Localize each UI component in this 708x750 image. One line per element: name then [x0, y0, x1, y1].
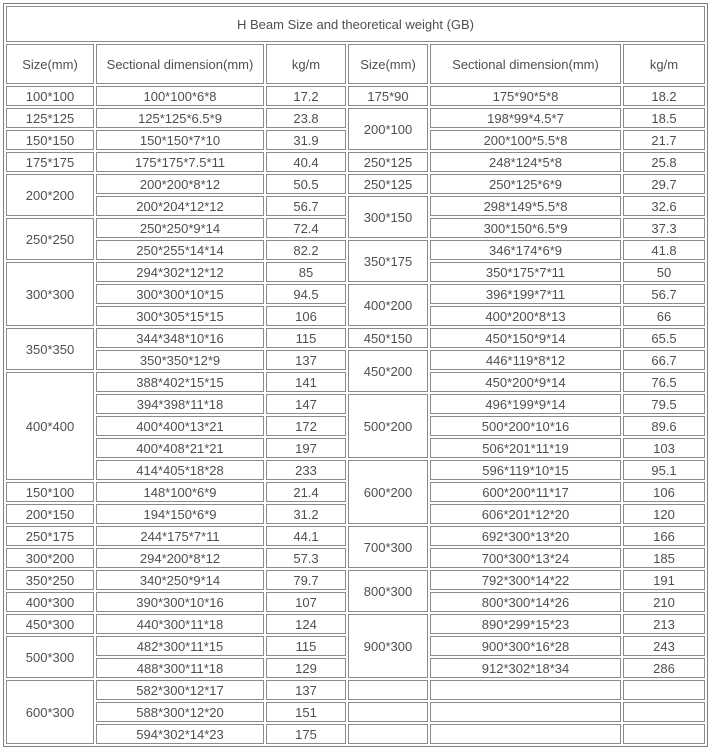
right-size-cell: 800*300: [348, 570, 428, 612]
table-row: [6, 196, 705, 216]
right-dimension-cell: 300*150*6.5*9: [430, 218, 621, 238]
left-weight-cell: 57.3: [266, 548, 346, 568]
left-dimension-cell: 440*300*11*18: [96, 614, 264, 634]
right-dimension-cell: 606*201*12*20: [430, 504, 621, 524]
left-weight-cell: 82.2: [266, 240, 346, 260]
left-size-cell: 400*400: [6, 372, 94, 480]
left-dimension-cell: 414*405*18*28: [96, 460, 264, 480]
right-dimension-cell: 200*100*5.5*8: [430, 130, 621, 150]
right-weight-cell: 21.7: [623, 130, 705, 150]
table-row: [6, 350, 705, 370]
left-weight-cell: 106: [266, 306, 346, 326]
left-weight-cell: 94.5: [266, 284, 346, 304]
right-dimension-cell: 250*125*6*9: [430, 174, 621, 194]
right-weight-cell: 65.5: [623, 328, 705, 348]
left-size-cell: 300*300: [6, 262, 94, 326]
table-row: [6, 526, 705, 546]
left-dimension-cell: 244*175*7*11: [96, 526, 264, 546]
right-weight-cell: 185: [623, 548, 705, 568]
table-row: [6, 614, 705, 634]
right-weight-cell: 25.8: [623, 152, 705, 172]
left-weight-cell: 40.4: [266, 152, 346, 172]
right-weight-cell: 286: [623, 658, 705, 678]
left-weight-cell: 79.7: [266, 570, 346, 590]
left-weight-cell: 172: [266, 416, 346, 436]
left-weight-cell: 233: [266, 460, 346, 480]
right-size-cell: 175*90: [348, 86, 428, 106]
right-dimension-cell: 500*200*10*16: [430, 416, 621, 436]
left-size-cell: 175*175: [6, 152, 94, 172]
left-dimension-cell: 200*200*8*12: [96, 174, 264, 194]
left-dimension-cell: 194*150*6*9: [96, 504, 264, 524]
right-weight-cell: 18.2: [623, 86, 705, 106]
beam-weight-table: [3, 3, 708, 747]
table-row: [6, 174, 705, 194]
right-size-cell: [348, 702, 428, 722]
column-header-kg-right: kg/m: [623, 44, 705, 84]
right-weight-cell: 103: [623, 438, 705, 458]
table-row: [6, 724, 705, 744]
left-weight-cell: 175: [266, 724, 346, 744]
left-weight-cell: 124: [266, 614, 346, 634]
left-weight-cell: 137: [266, 680, 346, 700]
table-row: [6, 460, 705, 480]
right-size-cell: 350*175: [348, 240, 428, 282]
beam-table-body: [6, 86, 705, 744]
column-header-dim-right: Sectional dimension(mm): [430, 44, 621, 84]
right-weight-cell: 41.8: [623, 240, 705, 260]
right-weight-cell: 66: [623, 306, 705, 326]
right-weight-cell: 213: [623, 614, 705, 634]
right-weight-cell: 29.7: [623, 174, 705, 194]
right-dimension-cell: 800*300*14*26: [430, 592, 621, 612]
column-header-dim-left: Sectional dimension(mm): [96, 44, 264, 84]
left-dimension-cell: 350*350*12*9: [96, 350, 264, 370]
left-weight-cell: 50.5: [266, 174, 346, 194]
right-dimension-cell: [430, 702, 621, 722]
left-dimension-cell: 390*300*10*16: [96, 592, 264, 612]
right-weight-cell: 37.3: [623, 218, 705, 238]
left-weight-cell: 31.2: [266, 504, 346, 524]
right-weight-cell: 56.7: [623, 284, 705, 304]
table-row: [6, 152, 705, 172]
left-size-cell: 125*125: [6, 108, 94, 128]
left-weight-cell: 44.1: [266, 526, 346, 546]
right-dimension-cell: 900*300*16*28: [430, 636, 621, 656]
right-dimension-cell: [430, 724, 621, 744]
left-weight-cell: 147: [266, 394, 346, 414]
right-dimension-cell: 346*174*6*9: [430, 240, 621, 260]
left-dimension-cell: 294*200*8*12: [96, 548, 264, 568]
right-weight-cell: [623, 702, 705, 722]
left-size-cell: 350*350: [6, 328, 94, 370]
right-weight-cell: 95.1: [623, 460, 705, 480]
right-dimension-cell: 596*119*10*15: [430, 460, 621, 480]
right-weight-cell: 76.5: [623, 372, 705, 392]
left-size-cell: 400*300: [6, 592, 94, 612]
right-size-cell: 450*150: [348, 328, 428, 348]
table-row: [6, 86, 705, 106]
left-dimension-cell: 175*175*7.5*11: [96, 152, 264, 172]
left-dimension-cell: 250*250*9*14: [96, 218, 264, 238]
right-weight-cell: 120: [623, 504, 705, 524]
left-dimension-cell: 400*400*13*21: [96, 416, 264, 436]
right-size-cell: 500*200: [348, 394, 428, 458]
left-weight-cell: 23.8: [266, 108, 346, 128]
right-weight-cell: [623, 680, 705, 700]
right-weight-cell: 66.7: [623, 350, 705, 370]
left-weight-cell: 129: [266, 658, 346, 678]
right-dimension-cell: 198*99*4.5*7: [430, 108, 621, 128]
header-row: [6, 44, 705, 84]
right-dimension-cell: 450*200*9*14: [430, 372, 621, 392]
left-weight-cell: 72.4: [266, 218, 346, 238]
right-weight-cell: 210: [623, 592, 705, 612]
right-dimension-cell: 506*201*11*19: [430, 438, 621, 458]
right-size-cell: [348, 680, 428, 700]
left-dimension-cell: 388*402*15*15: [96, 372, 264, 392]
left-dimension-cell: 394*398*11*18: [96, 394, 264, 414]
right-dimension-cell: 175*90*5*8: [430, 86, 621, 106]
right-dimension-cell: 600*200*11*17: [430, 482, 621, 502]
left-size-cell: 300*200: [6, 548, 94, 568]
column-header-size-right: Size(mm): [348, 44, 428, 84]
left-dimension-cell: 588*300*12*20: [96, 702, 264, 722]
table-row: [6, 702, 705, 722]
left-dimension-cell: 100*100*6*8: [96, 86, 264, 106]
table-row: [6, 328, 705, 348]
left-weight-cell: 141: [266, 372, 346, 392]
page-title: H Beam Size and theoretical weight (GB): [6, 6, 705, 42]
right-weight-cell: 243: [623, 636, 705, 656]
right-dimension-cell: 298*149*5.5*8: [430, 196, 621, 216]
right-size-cell: 900*300: [348, 614, 428, 678]
right-dimension-cell: 700*300*13*24: [430, 548, 621, 568]
left-size-cell: 250*175: [6, 526, 94, 546]
left-dimension-cell: 125*125*6.5*9: [96, 108, 264, 128]
left-size-cell: 500*300: [6, 636, 94, 678]
left-dimension-cell: 488*300*11*18: [96, 658, 264, 678]
left-weight-cell: 56.7: [266, 196, 346, 216]
left-dimension-cell: 300*305*15*15: [96, 306, 264, 326]
right-weight-cell: 106: [623, 482, 705, 502]
title-row: [6, 6, 705, 42]
left-weight-cell: 151: [266, 702, 346, 722]
right-dimension-cell: [430, 680, 621, 700]
left-size-cell: 150*100: [6, 482, 94, 502]
left-dimension-cell: 150*150*7*10: [96, 130, 264, 150]
left-dimension-cell: 200*204*12*12: [96, 196, 264, 216]
right-dimension-cell: 248*124*5*8: [430, 152, 621, 172]
right-weight-cell: 18.5: [623, 108, 705, 128]
left-size-cell: 200*150: [6, 504, 94, 524]
column-header-size-left: Size(mm): [6, 44, 94, 84]
left-dimension-cell: 340*250*9*14: [96, 570, 264, 590]
right-weight-cell: 50: [623, 262, 705, 282]
right-dimension-cell: 446*119*8*12: [430, 350, 621, 370]
right-size-cell: 250*125: [348, 152, 428, 172]
column-header-kg-left: kg/m: [266, 44, 346, 84]
right-size-cell: 700*300: [348, 526, 428, 568]
left-dimension-cell: 250*255*14*14: [96, 240, 264, 260]
right-dimension-cell: 890*299*15*23: [430, 614, 621, 634]
table-row: [6, 570, 705, 590]
right-size-cell: 400*200: [348, 284, 428, 326]
left-dimension-cell: 294*302*12*12: [96, 262, 264, 282]
left-size-cell: 200*200: [6, 174, 94, 216]
left-weight-cell: 115: [266, 328, 346, 348]
table-row: [6, 240, 705, 260]
right-dimension-cell: 350*175*7*11: [430, 262, 621, 282]
left-dimension-cell: 148*100*6*9: [96, 482, 264, 502]
left-weight-cell: 17.2: [266, 86, 346, 106]
right-dimension-cell: 496*199*9*14: [430, 394, 621, 414]
left-size-cell: 100*100: [6, 86, 94, 106]
left-dimension-cell: 300*300*10*15: [96, 284, 264, 304]
right-size-cell: 250*125: [348, 174, 428, 194]
right-dimension-cell: 400*200*8*13: [430, 306, 621, 326]
left-weight-cell: 115: [266, 636, 346, 656]
right-weight-cell: [623, 724, 705, 744]
left-size-cell: 150*150: [6, 130, 94, 150]
right-weight-cell: 89.6: [623, 416, 705, 436]
right-size-cell: [348, 724, 428, 744]
right-weight-cell: 79.5: [623, 394, 705, 414]
right-weight-cell: 32.6: [623, 196, 705, 216]
left-weight-cell: 85: [266, 262, 346, 282]
right-weight-cell: 191: [623, 570, 705, 590]
table-row: [6, 284, 705, 304]
left-weight-cell: 197: [266, 438, 346, 458]
left-dimension-cell: 344*348*10*16: [96, 328, 264, 348]
right-dimension-cell: 450*150*9*14: [430, 328, 621, 348]
right-dimension-cell: 792*300*14*22: [430, 570, 621, 590]
right-dimension-cell: 396*199*7*11: [430, 284, 621, 304]
left-dimension-cell: 594*302*14*23: [96, 724, 264, 744]
table-row: [6, 394, 705, 414]
left-dimension-cell: 482*300*11*15: [96, 636, 264, 656]
left-weight-cell: 107: [266, 592, 346, 612]
left-size-cell: 450*300: [6, 614, 94, 634]
left-size-cell: 250*250: [6, 218, 94, 260]
right-dimension-cell: 912*302*18*34: [430, 658, 621, 678]
left-size-cell: 600*300: [6, 680, 94, 744]
left-dimension-cell: 400*408*21*21: [96, 438, 264, 458]
right-size-cell: 600*200: [348, 460, 428, 524]
left-size-cell: 350*250: [6, 570, 94, 590]
right-dimension-cell: 692*300*13*20: [430, 526, 621, 546]
table-row: [6, 680, 705, 700]
table-row: [6, 108, 705, 128]
left-dimension-cell: 582*300*12*17: [96, 680, 264, 700]
left-weight-cell: 31.9: [266, 130, 346, 150]
right-size-cell: 300*150: [348, 196, 428, 238]
right-weight-cell: 166: [623, 526, 705, 546]
right-size-cell: 450*200: [348, 350, 428, 392]
left-weight-cell: 137: [266, 350, 346, 370]
left-weight-cell: 21.4: [266, 482, 346, 502]
right-size-cell: 200*100: [348, 108, 428, 150]
